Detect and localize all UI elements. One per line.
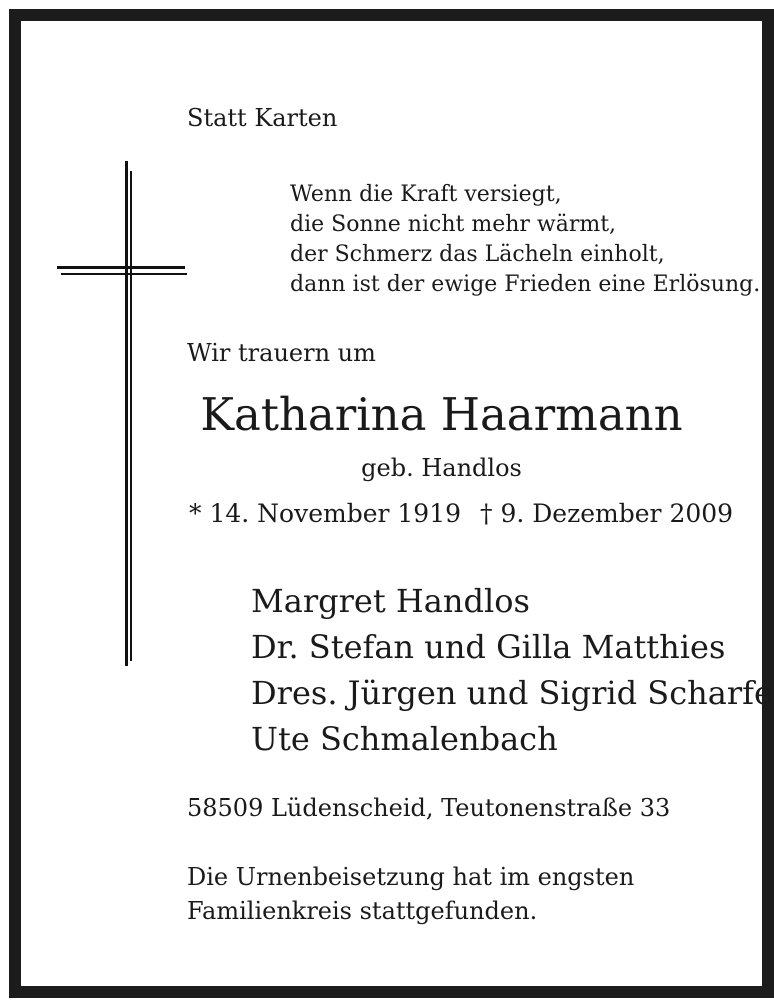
notice-header: Statt Karten bbox=[187, 104, 338, 132]
deceased-name: Katharina Haarmann bbox=[200, 388, 683, 441]
poem bbox=[290, 180, 760, 300]
mourner-name: Dr. Stefan und Gilla Matthies bbox=[251, 628, 726, 666]
mourner-name: Dres. Jürgen und Sigrid Scharfe bbox=[251, 674, 773, 712]
mourner-name: Margret Handlos bbox=[251, 582, 530, 620]
mourner-name: Ute Schmalenbach bbox=[251, 720, 558, 758]
cross-horizontal-beam bbox=[57, 266, 185, 269]
deceased-birth-name: geb. Handlos bbox=[361, 454, 522, 482]
obituary-notice bbox=[9, 9, 774, 998]
poem-line: die Sonne nicht mehr wärmt, bbox=[290, 212, 617, 237]
closing-line: Familienkreis stattgefunden. bbox=[187, 897, 538, 925]
poem-line: der Schmerz das Lächeln einholt, bbox=[290, 242, 665, 267]
family-address: 58509 Lüdenscheid, Teutonenstraße 33 bbox=[187, 794, 671, 822]
death-date: † 9. Dezember 2009 bbox=[480, 499, 734, 528]
closing-note bbox=[187, 860, 634, 928]
mourners-list bbox=[251, 578, 773, 762]
birth-date: * 14. November 1919 bbox=[189, 499, 462, 528]
poem-line: dann ist der ewige Frieden eine Erlösung. bbox=[290, 272, 761, 297]
cross-horizontal-beam-shadow bbox=[61, 273, 187, 275]
closing-line: Die Urnenbeisetzung hat im engsten bbox=[187, 863, 635, 891]
poem-line: Wenn die Kraft versiegt, bbox=[290, 182, 562, 207]
mourning-intro: Wir trauern um bbox=[187, 339, 376, 367]
